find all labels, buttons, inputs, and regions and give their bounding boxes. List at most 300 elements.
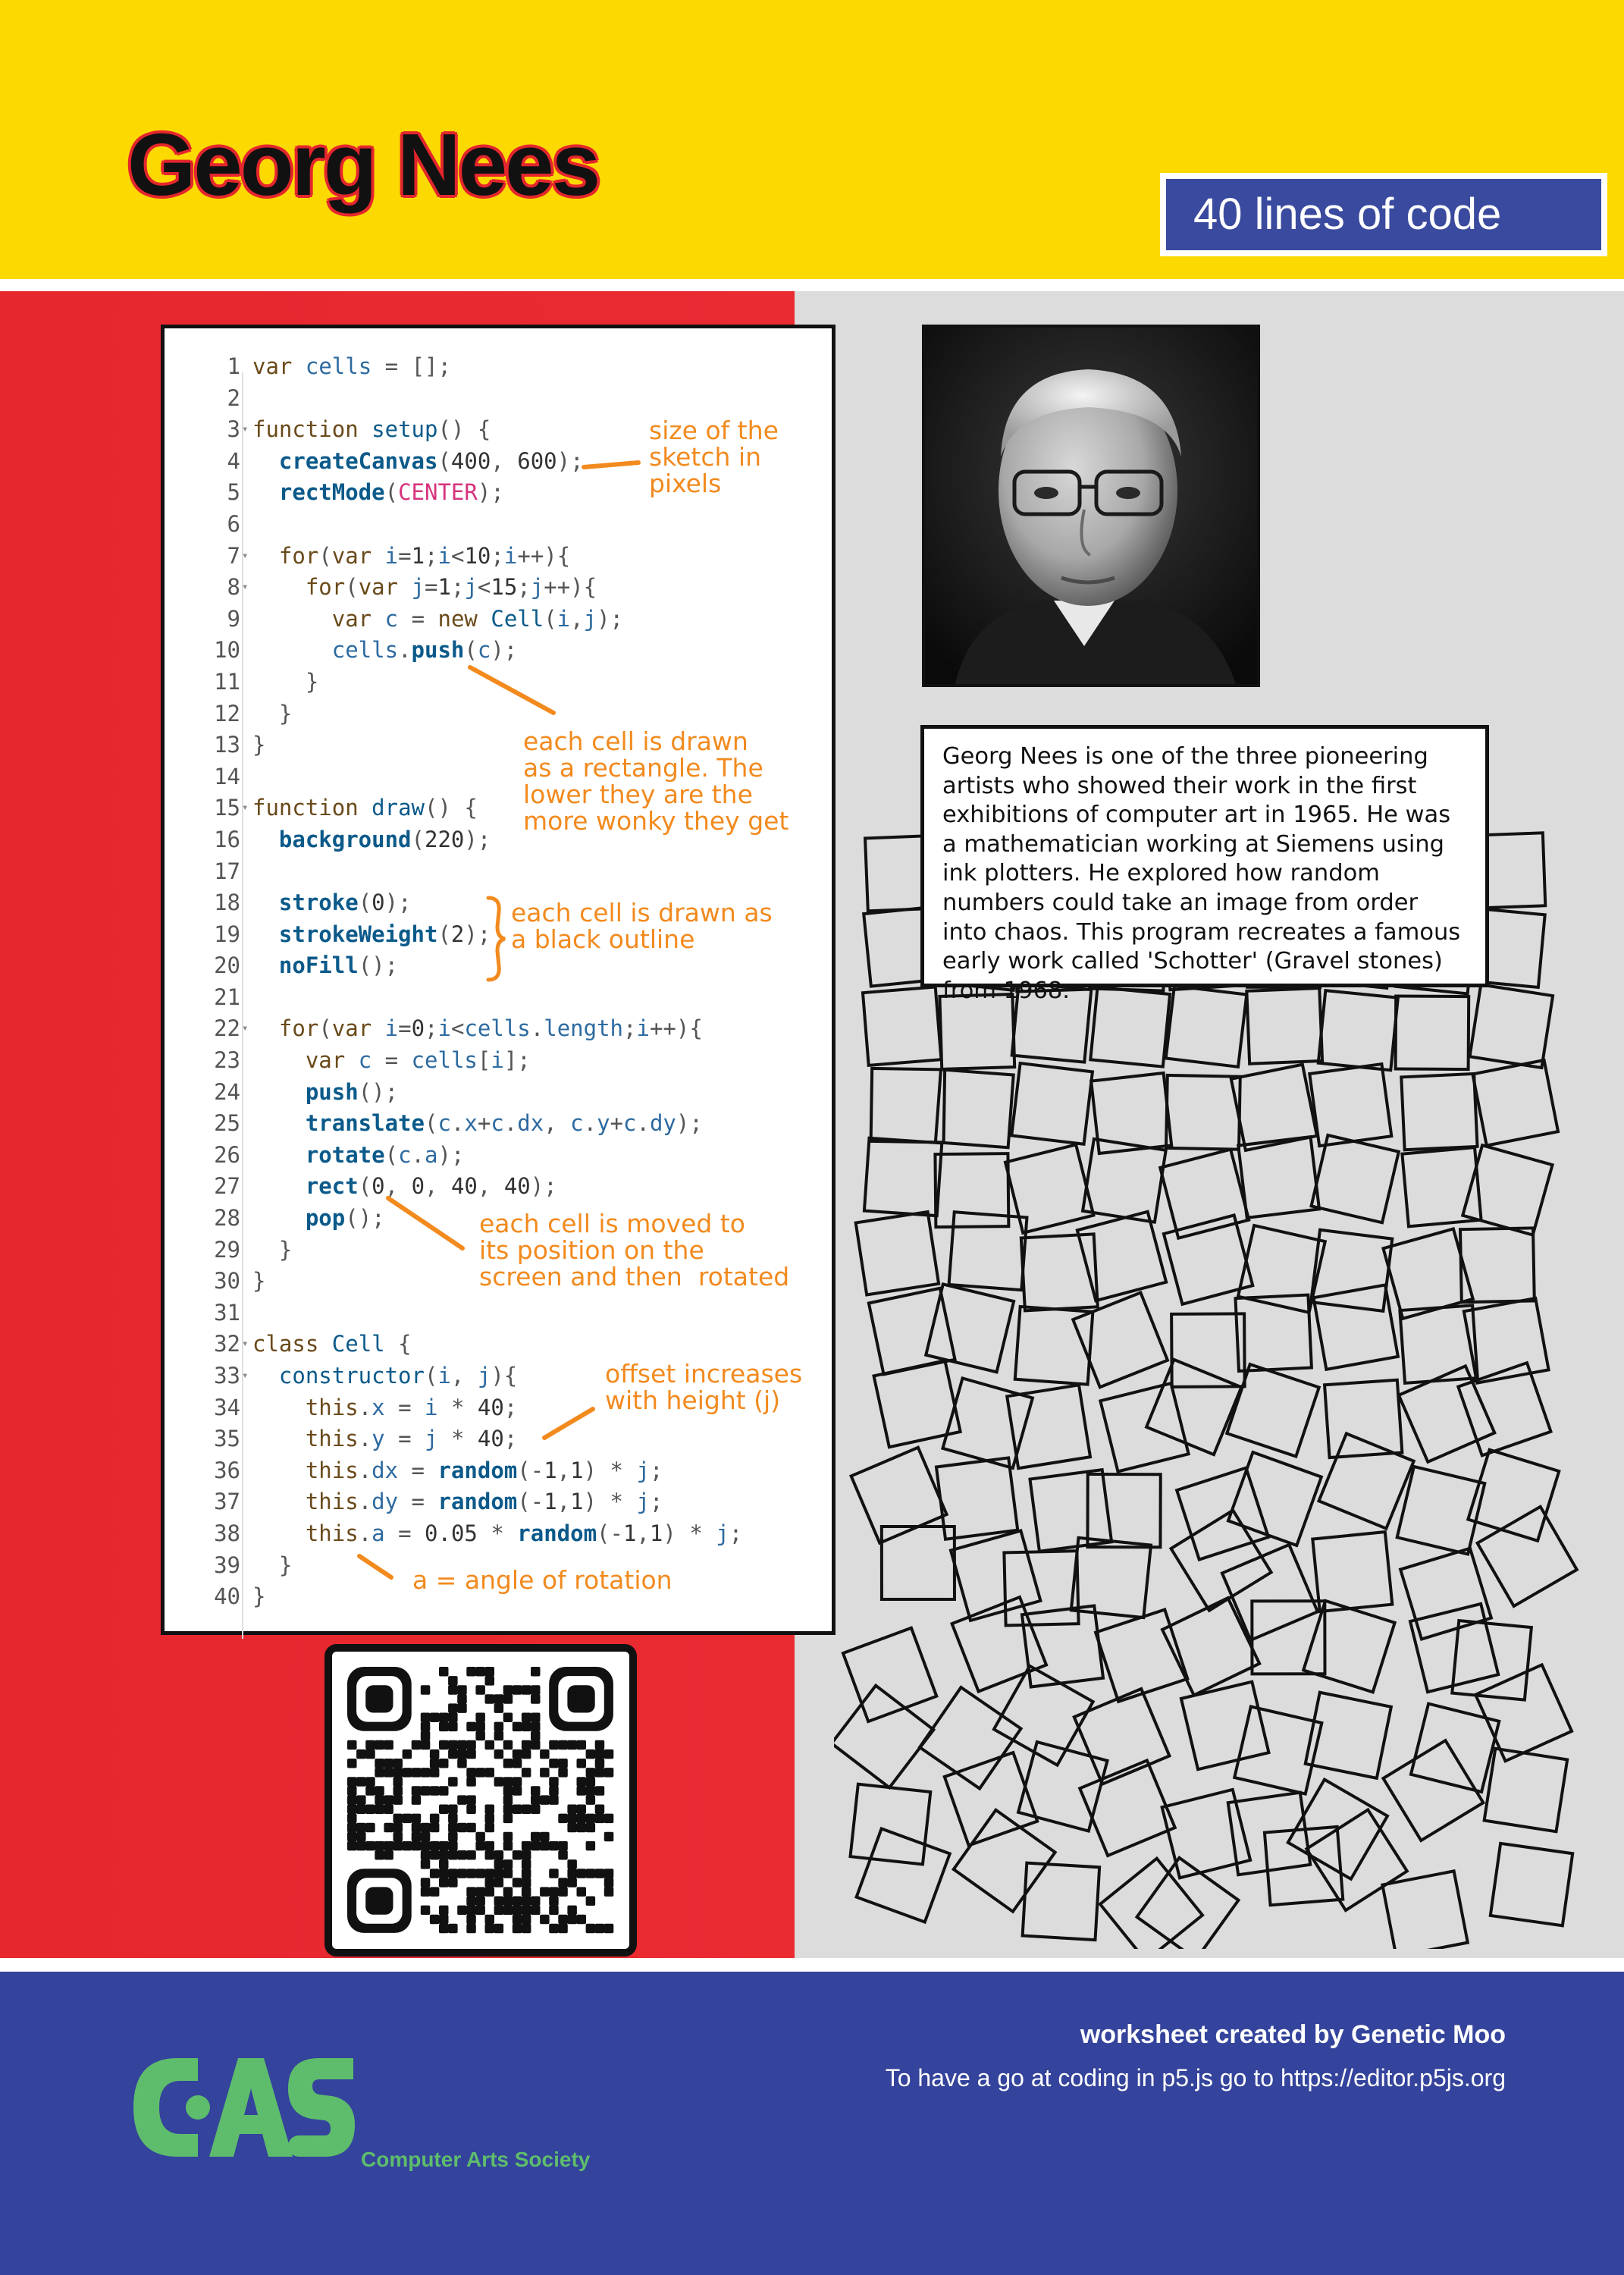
line-number: 13 (214, 732, 240, 758)
schotter-square (1484, 1749, 1568, 1832)
qr-module (457, 1749, 467, 1759)
qr-module (513, 1850, 522, 1860)
qr-module (586, 1768, 596, 1778)
qr-code[interactable] (324, 1644, 637, 1956)
code-text: push(); (305, 1078, 399, 1105)
qr-module (448, 1805, 458, 1815)
qr-module (421, 1841, 431, 1851)
line-number: 5 (227, 479, 240, 506)
qr-module (439, 1805, 449, 1815)
qr-module (494, 1850, 504, 1860)
schotter-square (1478, 1507, 1577, 1606)
qr-module (475, 1685, 485, 1695)
qr-module (549, 1906, 559, 1916)
qr-module (485, 1740, 495, 1750)
qr-module (430, 1749, 440, 1759)
schotter-square (1227, 1364, 1318, 1456)
code-line (202, 383, 832, 415)
code-line (202, 1077, 832, 1109)
code-text: for(var i=1;i<10;i++){ (278, 542, 571, 569)
qr-module (503, 1759, 513, 1768)
qr-module (421, 1832, 431, 1842)
fold-arrow-icon[interactable]: ▾ (242, 549, 249, 562)
code-line (202, 1455, 832, 1487)
qr-module (513, 1924, 522, 1934)
qr-module (375, 1795, 384, 1805)
code-line (202, 1486, 832, 1518)
qr-module (531, 1832, 541, 1842)
qr-module (421, 1768, 431, 1778)
code-line (202, 604, 832, 635)
line-number: 4 (227, 447, 240, 474)
qr-module (375, 1786, 384, 1796)
qr-module (494, 1731, 504, 1741)
qr-module (448, 1878, 458, 1887)
code-text: constructor(i, j){ (278, 1363, 518, 1389)
qr-module (513, 1805, 522, 1815)
code-text: cells.push(c); (331, 637, 518, 664)
code-line (202, 351, 832, 383)
qr-module (485, 1823, 495, 1833)
qr-module (567, 1814, 577, 1824)
line-number: 30 (214, 1268, 240, 1294)
line-number: 12 (214, 700, 240, 726)
line-number: 37 (214, 1489, 240, 1515)
qr-module (485, 1850, 495, 1860)
schotter-square (1021, 1234, 1098, 1310)
qr-module (384, 1759, 393, 1768)
qr-module (586, 1823, 596, 1833)
qr-module (356, 1841, 366, 1851)
qr-module (475, 1906, 485, 1916)
qr-module (558, 1915, 568, 1925)
qr-module (356, 1823, 366, 1833)
schotter-square (1228, 1452, 1321, 1545)
qr-module (567, 1685, 594, 1712)
schotter-square (1382, 1871, 1467, 1949)
qr-module (549, 1786, 559, 1796)
line-number: 14 (214, 763, 240, 789)
qr-module (393, 1786, 403, 1796)
qr-module (586, 1897, 596, 1906)
qr-module (439, 1869, 449, 1878)
qr-module (430, 1814, 440, 1824)
annotation-canvas-size: size of the sketch in pixels (649, 416, 779, 498)
qr-module (558, 1887, 568, 1897)
qr-module (347, 1805, 357, 1815)
line-number: 19 (214, 921, 240, 947)
qr-module (485, 1805, 495, 1815)
line-number: 21 (214, 984, 240, 1010)
qr-module (448, 1841, 458, 1851)
biography-text: Georg Nees is one of the three pioneering artists who showed their work in the first exhibitions of computer art in 1965. He was a mathematician working at Siemens using ink plotters. He explored how random numbers could take an image from order into chaos. This program recreates a famous early work called 'Schotter' (Gravel stones) from 1968. (942, 743, 1461, 1004)
code-line (202, 1423, 832, 1455)
qr-module (466, 1869, 476, 1878)
qr-module (393, 1832, 403, 1842)
qr-module (540, 1832, 550, 1842)
schotter-square (1023, 1863, 1099, 1940)
qr-module (393, 1841, 403, 1851)
qr-module (485, 1667, 495, 1677)
qr-module (475, 1887, 485, 1897)
fold-arrow-icon[interactable]: ▾ (242, 802, 249, 814)
qr-module (430, 1841, 440, 1851)
qr-module (485, 1869, 495, 1878)
qr-module (513, 1685, 522, 1695)
qr-module (347, 1832, 357, 1842)
qr-module (513, 1777, 522, 1787)
qr-module (522, 1915, 531, 1925)
biography-box (920, 725, 1489, 1004)
qr-module (522, 1685, 531, 1695)
line-number: 23 (214, 1047, 240, 1074)
code-text: translate(c.x+c.dx, c.y+c.dy); (305, 1110, 703, 1137)
code-text: } (278, 1552, 293, 1578)
schotter-square (1171, 1511, 1271, 1611)
fold-arrow-icon[interactable]: ▾ (242, 1022, 249, 1035)
qr-module (375, 1768, 384, 1778)
divider-top (0, 279, 1624, 291)
schotter-square (1306, 1810, 1407, 1911)
code-line (202, 667, 832, 698)
qr-module (540, 1768, 550, 1778)
qr-module (430, 1887, 440, 1897)
qr-module (540, 1915, 550, 1925)
schotter-square (1491, 1844, 1572, 1925)
qr-module (439, 1667, 449, 1677)
qr-module (439, 1713, 449, 1723)
line-number: 1 (227, 353, 240, 379)
qr-module (421, 1878, 431, 1887)
qr-module (393, 1768, 403, 1778)
code-text: this.x = i * 40; (305, 1394, 518, 1420)
line-number: 6 (227, 510, 240, 537)
code-text: var c = new Cell(i,j); (331, 605, 624, 632)
qr-module (595, 1814, 605, 1824)
divider-bottom (0, 1958, 1624, 1972)
code-line (202, 698, 832, 730)
qr-module (567, 1869, 577, 1878)
qr-module (494, 1694, 504, 1704)
line-number: 15 (214, 795, 240, 821)
qr-module (604, 1924, 614, 1934)
qr-module (412, 1832, 422, 1842)
fold-arrow-icon[interactable]: ▾ (242, 1370, 249, 1382)
qr-module (412, 1768, 422, 1778)
qr-module (522, 1897, 531, 1906)
code-line (202, 1013, 832, 1045)
schotter-square (1090, 987, 1170, 1067)
qr-module (384, 1850, 393, 1860)
qr-module (412, 1841, 422, 1851)
qr-module (531, 1805, 541, 1815)
qr-module (531, 1694, 541, 1704)
qr-module (577, 1887, 587, 1897)
fold-arrow-icon[interactable]: ▾ (242, 581, 249, 594)
qr-module (365, 1749, 375, 1759)
editor-link-text[interactable]: To have a go at coding in p5.js go to https://editor.p5js.org (885, 2064, 1506, 2091)
qr-module (347, 1777, 357, 1787)
schotter-square (1137, 1858, 1239, 1949)
qr-module (448, 1777, 458, 1787)
schotter-square (851, 1448, 947, 1543)
line-number: 27 (214, 1173, 240, 1200)
code-text: } (252, 1583, 266, 1610)
qr-module (421, 1887, 431, 1897)
qr-module (567, 1823, 577, 1833)
schotter-square (1325, 1380, 1402, 1458)
qr-module (595, 1759, 605, 1768)
qr-module (384, 1768, 393, 1778)
qr-module (549, 1897, 559, 1906)
qr-module (558, 1924, 568, 1934)
code-line (202, 1045, 832, 1077)
qr-module (466, 1915, 476, 1925)
qr-module (356, 1777, 366, 1787)
qr-module (375, 1841, 384, 1851)
annotation-outline: each cell is drawn as a black outline (511, 898, 773, 954)
qr-module (448, 1703, 458, 1713)
portrait-photo (922, 325, 1260, 687)
qr-module (466, 1805, 476, 1815)
qr-module (430, 1869, 440, 1878)
line-number: 32 (214, 1331, 240, 1357)
qr-module (485, 1694, 495, 1704)
qr-module (558, 1814, 568, 1824)
schotter-square (1475, 1665, 1572, 1761)
qr-module (466, 1897, 476, 1906)
qr-module (365, 1685, 393, 1712)
line-number: 10 (214, 637, 240, 664)
schotter-square (1309, 1064, 1391, 1146)
lines-of-code-badge: 40 lines of code (1160, 173, 1607, 256)
fold-arrow-icon[interactable]: ▾ (242, 423, 249, 436)
qr-module (448, 1685, 458, 1695)
code-line (202, 1518, 832, 1550)
qr-module (375, 1805, 384, 1815)
schotter-square (949, 1212, 1027, 1290)
qr-module (494, 1749, 504, 1759)
cas-logo (126, 2043, 361, 2172)
qr-module (457, 1740, 467, 1750)
code-text: function draw() { (252, 795, 478, 821)
code-text: } (305, 668, 319, 695)
schotter-square (1071, 1538, 1151, 1618)
qr-module (365, 1740, 375, 1750)
code-line (202, 950, 832, 982)
code-text: stroke(0); (278, 890, 412, 916)
qr-module (485, 1915, 495, 1925)
qr-module (356, 1805, 366, 1815)
code-line (202, 509, 832, 541)
line-number: 26 (214, 1141, 240, 1168)
qr-module (421, 1850, 431, 1860)
qr-module (384, 1841, 393, 1851)
fold-arrow-icon[interactable]: ▾ (242, 1338, 249, 1351)
qr-module (577, 1869, 587, 1878)
line-number: 3 (227, 416, 240, 443)
code-text: } (252, 1268, 266, 1294)
qr-module (466, 1924, 476, 1934)
qr-module (513, 1915, 522, 1925)
line-number: 9 (227, 605, 240, 632)
qr-module (522, 1887, 531, 1897)
code-text: this.a = 0.05 * random(-1,1) * j; (305, 1520, 743, 1546)
qr-module (577, 1915, 587, 1925)
qr-module (393, 1759, 403, 1768)
qr-module (457, 1906, 467, 1916)
qr-module (567, 1859, 577, 1869)
code-text: createCanvas(400, 600); (278, 447, 584, 474)
line-number: 28 (214, 1205, 240, 1232)
schotter-square (1470, 984, 1553, 1068)
qr-module (356, 1832, 366, 1842)
qr-module (393, 1823, 403, 1833)
qr-module (503, 1786, 513, 1796)
code-text: background(220); (278, 826, 491, 852)
code-line (202, 572, 832, 604)
qr-module (457, 1823, 467, 1833)
code-line (202, 856, 832, 888)
qr-module (503, 1805, 513, 1815)
schotter-square (1166, 986, 1247, 1067)
schotter-square (864, 1138, 942, 1216)
qr-module (439, 1915, 449, 1925)
qr-module (457, 1703, 467, 1713)
qr-module (531, 1786, 541, 1796)
qr-module (577, 1740, 587, 1750)
line-number: 11 (214, 668, 240, 695)
qr-module (466, 1722, 476, 1732)
qr-module (549, 1924, 559, 1934)
qr-module (466, 1768, 476, 1778)
qr-module (577, 1814, 587, 1824)
qr-module (522, 1749, 531, 1759)
qr-module (375, 1740, 384, 1750)
code-line (202, 1298, 832, 1329)
qr-module (421, 1722, 431, 1732)
qr-module (558, 1850, 568, 1860)
line-number: 24 (214, 1078, 240, 1105)
schotter-square (1400, 1549, 1491, 1640)
schotter-square (1022, 1605, 1103, 1687)
schotter-square (843, 1628, 936, 1721)
schotter-square (1181, 1682, 1269, 1770)
qr-module (494, 1859, 504, 1869)
schotter-square (1246, 988, 1322, 1064)
code-text: noFill(); (278, 952, 399, 979)
qr-module (513, 1878, 522, 1887)
qr-module (595, 1749, 605, 1759)
qr-module (513, 1749, 522, 1759)
line-number: 35 (214, 1426, 240, 1452)
qr-module (475, 1722, 485, 1732)
qr-module (347, 1823, 357, 1833)
schotter-square (936, 1069, 1014, 1147)
qr-module (522, 1722, 531, 1732)
qr-module (475, 1897, 485, 1906)
qr-module (384, 1805, 393, 1815)
qr-module (475, 1768, 485, 1778)
qr-module (466, 1906, 476, 1916)
schotter-square (1383, 1740, 1483, 1840)
qr-module (412, 1823, 422, 1833)
qr-module (430, 1759, 440, 1768)
qr-module (494, 1703, 504, 1713)
qr-module (485, 1768, 495, 1778)
qr-module (393, 1814, 403, 1824)
qr-module (475, 1841, 485, 1851)
qr-module (466, 1823, 476, 1833)
line-number: 17 (214, 858, 240, 884)
qr-module (494, 1897, 504, 1906)
qr-module (347, 1759, 357, 1768)
qr-module (503, 1906, 513, 1916)
qr-module (384, 1740, 393, 1750)
qr-module (375, 1850, 384, 1860)
qr-module (503, 1887, 513, 1897)
code-line (202, 1140, 832, 1172)
qr-module (604, 1832, 614, 1842)
qr-module (549, 1869, 559, 1878)
qr-module (503, 1832, 513, 1842)
qr-module (503, 1859, 513, 1869)
qr-module (558, 1841, 568, 1851)
qr-code-pattern (332, 1652, 629, 1949)
schotter-square (834, 1686, 933, 1788)
code-text: pop(); (305, 1205, 385, 1232)
code-text: function setup() { (252, 416, 491, 443)
qr-module (522, 1768, 531, 1778)
qr-module (384, 1795, 393, 1805)
qr-module (577, 1786, 587, 1796)
qr-module (586, 1841, 596, 1851)
qr-module (558, 1759, 568, 1768)
schotter-square (871, 1068, 945, 1143)
qr-module (365, 1887, 393, 1914)
qr-module (540, 1841, 550, 1851)
qr-module (421, 1740, 431, 1750)
qr-module (457, 1850, 467, 1860)
qr-module (475, 1869, 485, 1878)
qr-module (485, 1887, 495, 1897)
qr-module (595, 1740, 605, 1750)
qr-module (421, 1823, 431, 1833)
qr-module (365, 1777, 375, 1787)
qr-module (430, 1915, 440, 1925)
code-text: this.dx = random(-1,1) * j; (305, 1457, 663, 1483)
line-number: 36 (214, 1457, 240, 1483)
qr-module (403, 1768, 412, 1778)
qr-module (448, 1850, 458, 1860)
qr-module (558, 1740, 568, 1750)
qr-module (347, 1841, 357, 1851)
qr-module (531, 1841, 541, 1851)
qr-module (586, 1749, 596, 1759)
qr-module (586, 1869, 596, 1878)
qr-module (540, 1887, 550, 1897)
qr-module (448, 1924, 458, 1934)
credit-text: worksheet created by Genetic Moo (1080, 2020, 1506, 2049)
schotter-square (1472, 1060, 1558, 1146)
qr-module (503, 1740, 513, 1750)
qr-module (604, 1869, 614, 1878)
qr-module (421, 1685, 431, 1695)
qr-module (466, 1667, 476, 1677)
code-text: } (252, 732, 266, 758)
qr-module (430, 1713, 440, 1723)
qr-module (522, 1869, 531, 1878)
